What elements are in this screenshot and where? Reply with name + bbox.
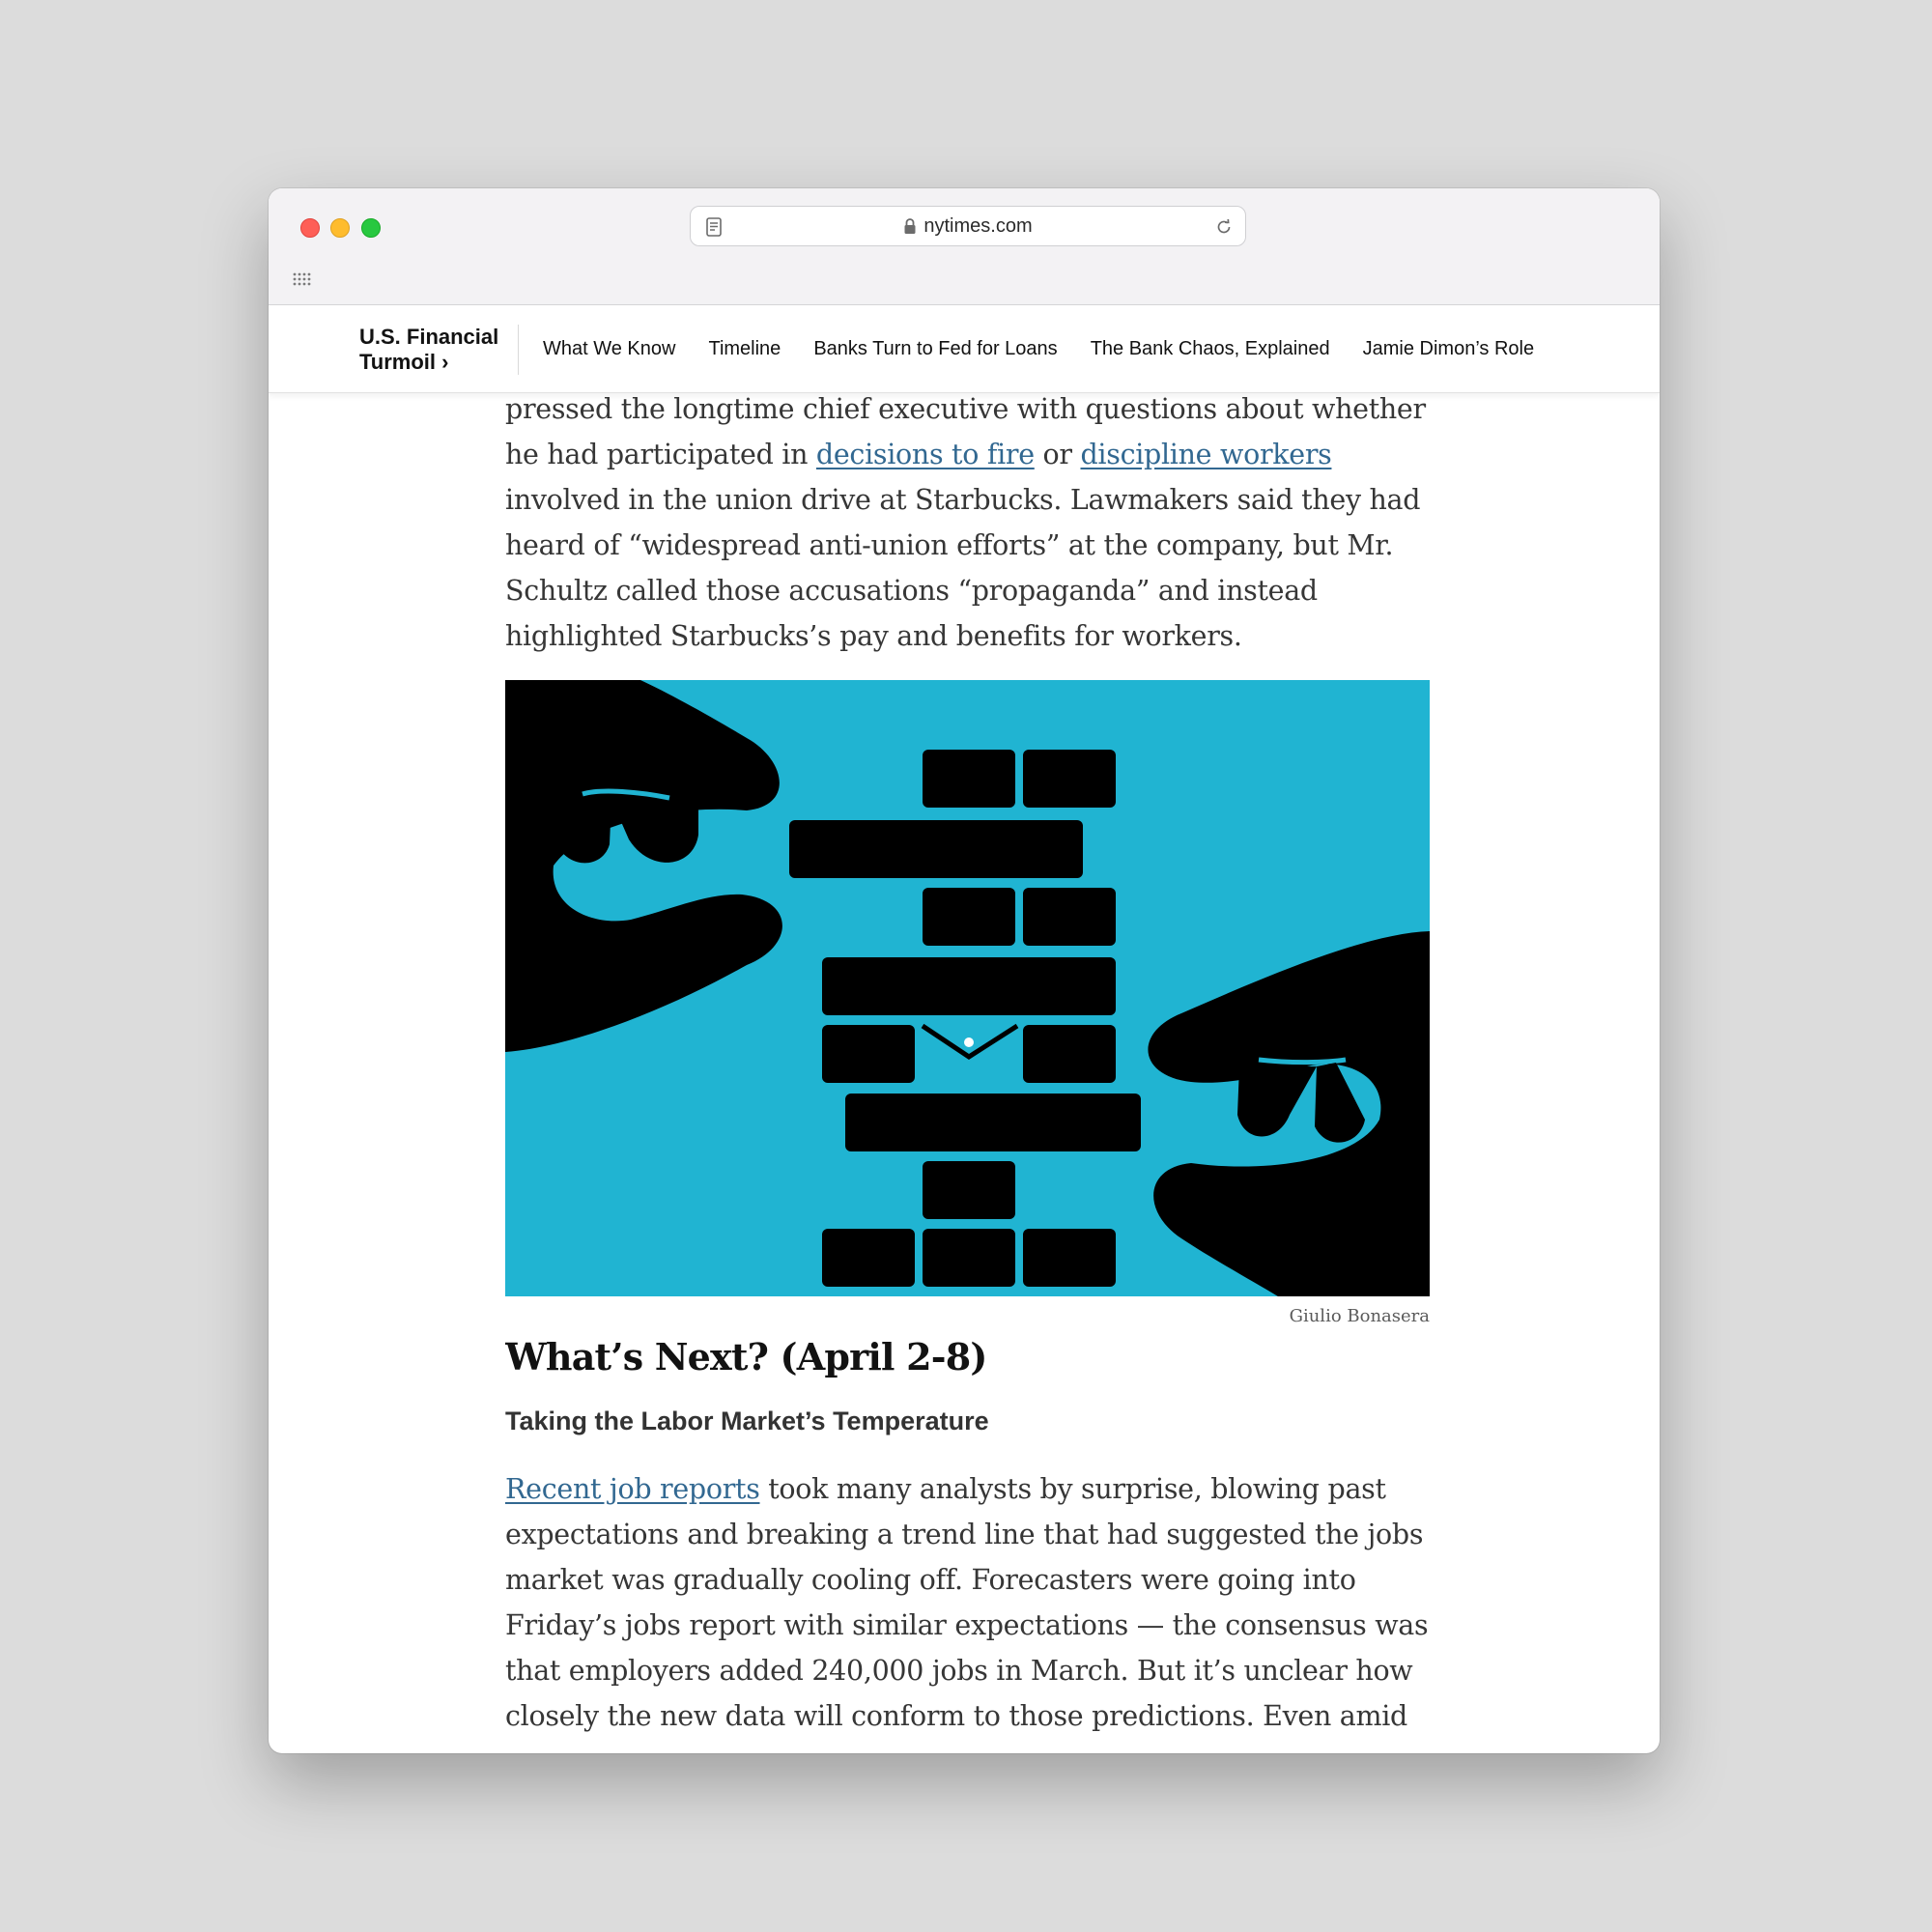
tab-overview-icon[interactable] <box>292 271 313 287</box>
nav-link-what-we-know[interactable]: What We Know <box>543 337 676 359</box>
browser-window <box>269 188 1660 1753</box>
decisions-to-fire-link[interactable]: decisions to fire <box>815 439 1035 470</box>
paragraph-text: took many analysts by surprise, blowing past expectations and breaking a trend line that had suggested the jobs market was gradually cooling off. Forecasters were going into Friday’s jobs report with similar expectations — the consensus was that employers added 240,000 jobs in March. But it’s unclear how closely the new data will conform to those predictions. Even amid <box>505 1473 1429 1732</box>
article-paragraph <box>505 392 1433 659</box>
section-heading: What’s Next? (April 2-8) <box>505 1335 987 1378</box>
jenga-block <box>1023 1229 1116 1287</box>
image-credit: Giulio Bonasera <box>1289 1306 1430 1326</box>
nav-link-timeline[interactable]: Timeline <box>708 337 781 359</box>
address-bar[interactable] <box>690 206 1246 246</box>
section-navbar <box>269 305 1660 393</box>
section-subheading: Taking the Labor Market’s Temperature <box>505 1406 989 1435</box>
jenga-block <box>789 820 1083 878</box>
left-hand-shape <box>505 680 782 1052</box>
paragraph-text: involved in the union drive at Starbucks. Lawmakers said they had heard of “widespread anti-union efforts” at the company, but Mr. Schultz called those accusations “propaganda” and instead highlighted Starbucks’s pay and benefits for workers. <box>505 484 1421 652</box>
nav-link-banks-fed-loans[interactable]: Banks Turn to Fed for Loans <box>813 337 1058 359</box>
paragraph-text: he had participated in <box>505 439 816 470</box>
jenga-block <box>822 1229 915 1287</box>
jenga-block <box>822 1025 915 1083</box>
jenga-block <box>923 1161 1015 1219</box>
jenga-block <box>923 750 1015 808</box>
jenga-block <box>1023 888 1116 946</box>
jenga-block <box>1023 750 1116 808</box>
browser-toolbar <box>269 188 1660 305</box>
nav-link-bank-chaos-explained[interactable]: The Bank Chaos, Explained <box>1090 337 1330 359</box>
close-window-button[interactable] <box>300 218 320 238</box>
article-body <box>505 392 1433 1753</box>
url-text: nytimes.com <box>923 214 1033 237</box>
nav-links <box>543 305 1534 392</box>
left-finger <box>611 800 698 863</box>
jenga-block <box>822 957 1116 1015</box>
right-finger <box>1315 1063 1365 1143</box>
jenga-block <box>923 1229 1015 1287</box>
section-title-line1: U.S. Financial <box>359 325 499 349</box>
reload-icon[interactable] <box>1214 217 1234 237</box>
jenga-block <box>845 1094 1141 1151</box>
nav-divider <box>518 325 519 375</box>
lock-icon <box>903 217 917 235</box>
recent-job-reports-link[interactable]: Recent job reports <box>505 1473 760 1505</box>
jenga-block <box>1023 1025 1116 1083</box>
left-finger <box>555 796 611 863</box>
zoom-window-button[interactable] <box>361 218 381 238</box>
right-finger <box>1237 1066 1317 1137</box>
section-title-link[interactable] <box>359 325 504 375</box>
article-illustration <box>505 680 1430 1296</box>
discipline-workers-link[interactable]: discipline workers <box>1080 439 1332 470</box>
jenga-blocks <box>789 750 1141 1287</box>
paragraph-text: or <box>1034 439 1081 470</box>
jenga-hands-illustration <box>505 680 1430 1296</box>
article-paragraph <box>505 1466 1433 1739</box>
paragraph-text: pressed the longtime chief executive with questions about whether <box>505 393 1426 425</box>
nav-link-jamie-dimon[interactable]: Jamie Dimon’s Role <box>1362 337 1535 359</box>
section-title-line2: Turmoil › <box>359 350 449 374</box>
jenga-block <box>923 888 1015 946</box>
minimize-window-button[interactable] <box>330 218 350 238</box>
